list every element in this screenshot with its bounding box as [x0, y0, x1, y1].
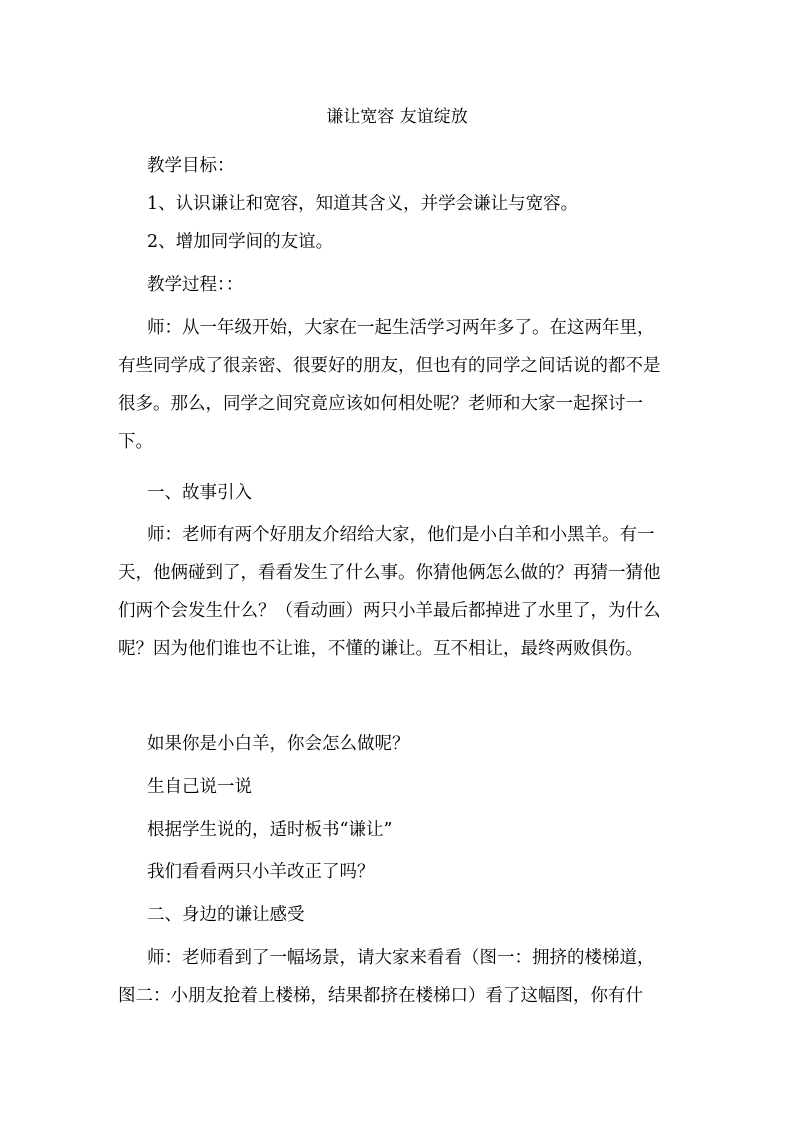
paragraph-objective-1: 1、认识谦让和宽容，知道其含义，并学会谦让与宽容。: [147, 194, 579, 214]
paragraph-process-heading: 教学过程：：: [147, 275, 244, 295]
paragraph-section-2-heading: 二、身边的谦让感受: [147, 905, 305, 925]
paragraph-objective-2: 2、增加同学间的友谊。: [147, 232, 334, 252]
paragraph-intro: 师：从一年级开始，大家在一起生活学习两年多了。在这两年里，有些同学成了很亲密、很要好的朋友，但也有的同学之间话说的都不是很多。那么，同学之间究竟应该如何相处呢？老师和大家一起探讨一下。: [118, 318, 661, 452]
paragraph-section-1-heading: 一、故事引入: [147, 483, 252, 503]
paragraph-student-talk: 生自己说一说: [147, 777, 252, 797]
paragraph-scene: 师：老师看到了一幅场景，请大家来看看（图一：拥挤的楼梯道，图二：小朋友抢着上楼梯，结果都挤在楼梯口）看了这幅图，你有什: [118, 948, 655, 1006]
paragraph-objectives-heading: 教学目标：: [147, 156, 235, 176]
document-title: 谦让宽容 友谊绽放: [326, 107, 468, 127]
paragraph-question: 如果你是小白羊，你会怎么做呢？: [147, 734, 410, 754]
paragraph-board-writing: 根据学生说的，适时板书“谦让”: [147, 820, 393, 840]
paragraph-check: 我们看看两只小羊改正了吗？: [147, 862, 375, 882]
paragraph-story: 师：老师有两个好朋友介绍给大家，他们是小白羊和小黑羊。有一天，他俩碰到了，看看发生了什么事。你猜他俩怎么做的？再猜一猜他们两个会发生什么？（看动画）两只小羊最后都掉进了水里了，为什么呢？因为他们谁也不让谁，不懂的谦让。互不相让，最终两败俱伤。: [118, 525, 661, 659]
